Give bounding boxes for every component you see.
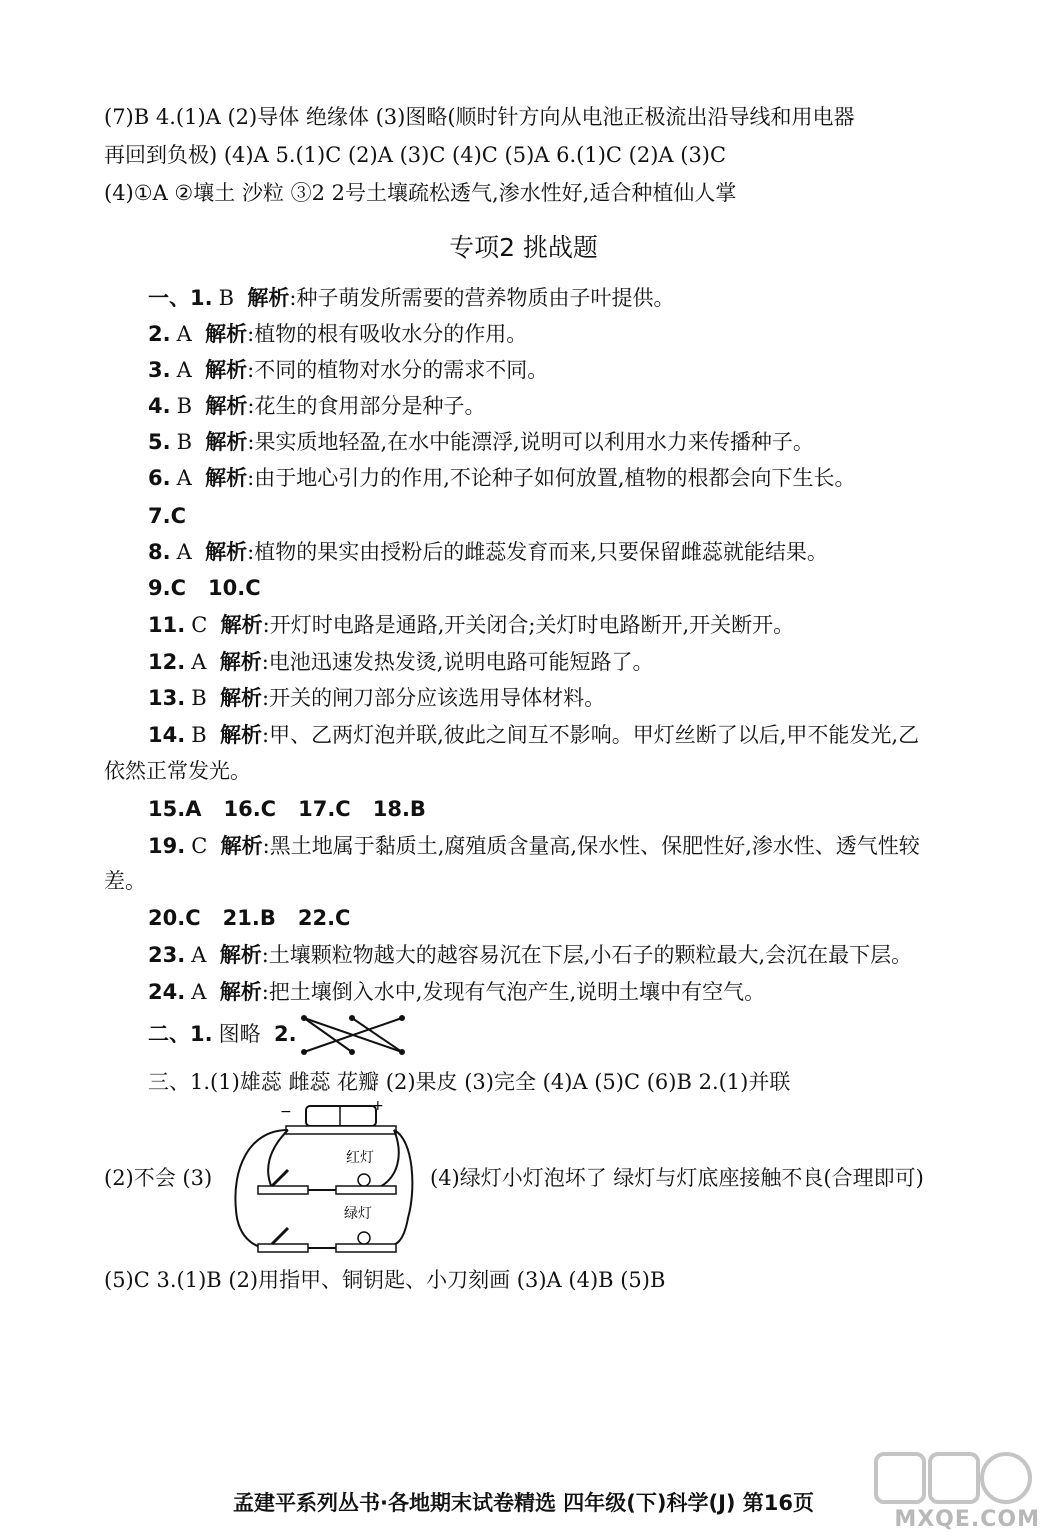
page-footer: 孟建平系列丛书·各地期末试卷精选 四年级(下)科学(J) 第16页 [232,1491,815,1515]
analysis-label: 解析 [220,723,262,747]
section-2-label-2: 2. [273,1022,297,1046]
analysis-text: :花生的食用部分是种子。 [247,394,486,418]
item-number: 11. [148,613,186,637]
item-answer: C [191,613,208,637]
analysis-label: 解析 [220,613,263,637]
match-dot [301,1015,307,1021]
analysis-label: 解析 [247,286,290,310]
item-number: 3. [148,358,171,382]
match-dot [301,1049,307,1055]
plus-sign: + [372,1100,384,1114]
green-lamp-label: 绿灯 [344,1206,372,1222]
section-3-line-2-post: (4)绿灯小灯泡坏了 绿灯与灯底座接触不良(合理即可) [430,1166,924,1190]
item-answer: A [176,358,192,382]
item-answer: B [191,686,207,710]
item-answer: B [176,430,193,454]
analysis-text: :种子萌发所需要的营养物质由子叶提供。 [289,286,675,310]
analysis-label: 解析 [219,943,262,967]
analysis-text: :电池迅速发热发烫,说明电路可能短路了。 [261,650,654,674]
section-3-line-2-pre: (2)不会 (3) [104,1166,213,1190]
minus-sign: − [280,1104,292,1120]
item-22: 22.C [297,906,351,930]
switch-blade [272,1228,288,1244]
item-17: 17.C [298,797,351,821]
item-answer: C [191,834,208,858]
answer-item-23 [0,941,1047,969]
match-dot [349,1049,355,1055]
answer-item-14 [0,721,1047,749]
item-10: 10.C [208,576,261,600]
item-answer: A [191,980,207,1004]
red-lamp-bulb [358,1174,370,1186]
answer-item-3 [0,356,1047,384]
item-number: 13. [148,686,186,710]
switch-base [258,1244,308,1252]
analysis-label: 解析 [205,466,248,490]
answer-items-15-18 [0,795,1047,823]
green-lamp-bulb [358,1232,370,1244]
section-3-line-1: 三、1.(1)雄蕊 雌蕊 花瓣 (2)果皮 (3)完全 (4)A (5)C (6)B 2.(1)并联 [148,1070,791,1094]
answer-items-20-22 [0,904,1047,932]
item-number: 6. [148,466,171,490]
answer-line-top-2: 再回到负极) (4)A 5.(1)C (2)A (3)C (4)C (5)A 6.(1)C (2)A (3)C [104,143,727,167]
match-line [352,1018,402,1052]
item-answer: B [191,723,207,747]
item-number: 23. [148,943,186,967]
answer-item-24 [0,978,1047,1006]
item-16: 16.C [223,797,277,821]
answer-item-5 [0,428,1047,456]
analysis-label: 解析 [220,834,263,858]
item-9: 9.C [148,576,187,600]
match-dot [349,1015,355,1021]
item-21: 21.B [222,906,276,930]
match-dot [399,1049,405,1055]
analysis-text: :开关的闸刀部分应该选用导体材料。 [262,686,606,710]
analysis-text: :黑土地属于黏质土,腐殖质含量高,保水性、保肥性好,渗水性、透气性较 [262,834,920,858]
analysis-text: :土壤颗粒物越大的越容易沉在下层,小石子的颗粒最大,会沉在最下层。 [261,943,913,967]
analysis-text: :植物的根有吸收水分的作用。 [247,322,528,346]
watermark-text: MXQE.COM [894,1507,1040,1532]
answer-item-2 [0,320,1047,348]
answer-item-12 [0,648,1047,676]
analysis-text: :植物的果实由授粉后的雌蕊发育而来,只要保留雌蕊就能结果。 [247,540,828,564]
battery-shape [306,1106,376,1126]
analysis-label: 解析 [219,650,262,674]
answer-item-19 [0,832,1047,860]
item-number-answer: 7.C [148,504,187,528]
answer-item-19-cont: 差。 [104,869,146,893]
analysis-label: 解析 [205,358,248,382]
item-number: 14. [148,723,186,747]
answer-item-6 [0,464,1047,492]
answer-item-4 [0,392,1047,420]
red-lamp-label: 红灯 [346,1150,374,1166]
item-number: 4. [148,394,171,418]
answer-item-7 [0,502,1047,530]
parallel-circuit-diagram [228,1100,418,1258]
item-answer: A [191,650,207,674]
answer-items-9-10 [0,574,1047,602]
item-answer: A [176,322,192,346]
lamp-base [336,1244,396,1252]
analysis-label: 解析 [205,322,248,346]
answer-item-8 [0,538,1047,566]
item-number: 5. [148,430,171,454]
analysis-label: 解析 [219,980,262,1004]
section-2-line [0,1020,1047,1048]
analysis-text: :不同的植物对水分的需求不同。 [247,358,549,382]
item-answer: A [176,466,192,490]
section-title: 专项2 挑战题 [449,233,598,262]
item-number: 12. [148,650,186,674]
answer-line-top-1: (7)B 4.(1)A (2)导体 绝缘体 (3)图略(顺时针方向从电池正极流出沿导线和用电器 [104,105,855,129]
item-number: 2. [148,322,171,346]
section-2-answer-1: 图略 [218,1022,261,1046]
analysis-label: 解析 [220,686,262,710]
item-answer: B [218,286,235,310]
analysis-text: :开灯时电路是通路,开关闭合;关灯时电路断开,开关断开。 [262,613,795,637]
analysis-label: 解析 [205,430,248,454]
watermark-logo [856,1448,1046,1536]
item-number: 19. [148,834,186,858]
item-answer: A [176,540,192,564]
match-dot [399,1015,405,1021]
section-2-label: 二、1. [148,1022,213,1046]
item-15: 15.A [148,797,202,821]
item-number: 8. [148,540,171,564]
switch-blade [272,1170,288,1186]
wire-inner-right [378,1130,399,1188]
item-18: 18.B [372,797,426,821]
answer-line-top-3: (4)①A ②壤土 沙粒 ③2 2号土壤疏松透气,渗水性好,适合种植仙人掌 [104,181,737,205]
answer-item-13 [0,684,1047,712]
item-answer: A [191,943,207,967]
answer-item-1 [0,284,1047,312]
battery-base [286,1126,396,1134]
item-number: 一、1. [148,286,213,310]
switch-base [258,1186,308,1194]
matching-lines-diagram [300,1012,406,1058]
answer-item-14-cont: 依然正常发光。 [104,759,251,783]
item-20: 20.C [148,906,201,930]
analysis-text: :由于地心引力的作用,不论种子如何放置,植物的根都会向下生长。 [247,466,856,490]
item-number: 24. [148,980,186,1004]
analysis-label: 解析 [205,394,248,418]
analysis-text: :果实质地轻盈,在水中能漂浮,说明可以利用水力来传播种子。 [247,430,814,454]
section-3-line-3: (5)C 3.(1)B (2)用指甲、铜钥匙、小刀刻画 (3)A (4)B (5)B [104,1268,666,1292]
match-line [304,1018,352,1052]
analysis-text: :把土壤倒入水中,发现有气泡产生,说明土壤中有空气。 [261,980,766,1004]
answer-item-11 [0,611,1047,639]
analysis-text: :甲、乙两灯泡并联,彼此之间互不影响。甲灯丝断了以后,甲不能发光,乙 [262,723,920,747]
analysis-label: 解析 [205,540,248,564]
lamp-base [336,1186,396,1194]
item-answer: B [176,394,193,418]
